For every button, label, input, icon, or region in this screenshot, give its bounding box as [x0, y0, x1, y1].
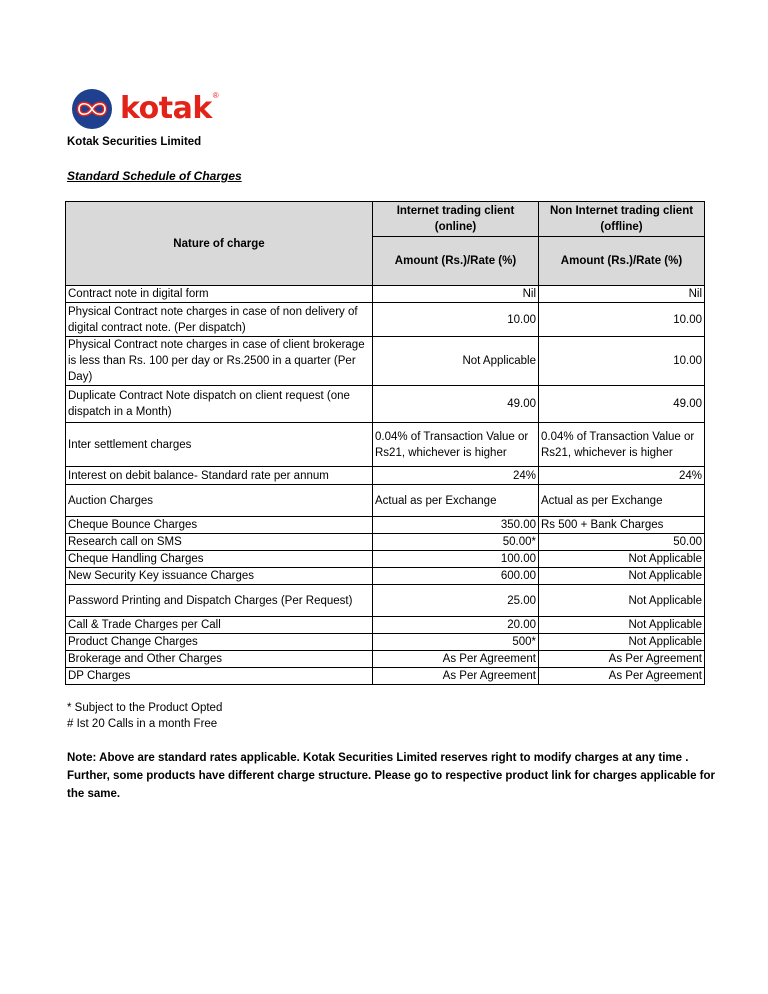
table-row — [66, 423, 705, 467]
footnote-hash: # Ist 20 Calls in a month Free — [67, 718, 218, 730]
offline-cell: Not Applicable — [539, 585, 705, 617]
nature-cell: Call & Trade Charges per Call — [66, 617, 373, 634]
online-cell: Nil — [373, 286, 539, 303]
kotak-infinity-icon — [68, 88, 116, 130]
online-cell: 49.00 — [373, 386, 539, 423]
column-header-offline: Non Internet trading client (offline) — [539, 202, 705, 237]
offline-cell: Not Applicable — [539, 634, 705, 651]
table-row — [66, 517, 705, 534]
nature-cell: Cheque Handling Charges — [66, 551, 373, 568]
offline-cell: Not Applicable — [539, 617, 705, 634]
company-name: Kotak Securities Limited — [67, 136, 202, 148]
offline-cell: As Per Agreement — [539, 651, 705, 668]
nature-cell: Interest on debit balance- Standard rate per annum — [66, 467, 373, 485]
column-header-online: Internet trading client (online) — [373, 202, 539, 237]
subheader-offline: Amount (Rs.)/Rate (%) — [539, 237, 705, 286]
nature-cell: Duplicate Contract Note dispatch on client request (one dispatch in a Month) — [66, 386, 373, 423]
page-title: Standard Schedule of Charges — [67, 169, 242, 183]
footnote-asterisk: * Subject to the Product Opted — [67, 702, 223, 714]
nature-cell: Brokerage and Other Charges — [66, 651, 373, 668]
online-cell: As Per Agreement — [373, 651, 539, 668]
nature-cell: Inter settlement charges — [66, 423, 373, 467]
online-cell: 25.00 — [373, 585, 539, 617]
online-cell: 20.00 — [373, 617, 539, 634]
charges-table — [65, 201, 705, 685]
table-row — [66, 303, 705, 337]
offline-cell: 24% — [539, 467, 705, 485]
offline-cell: 49.00 — [539, 386, 705, 423]
offline-cell: 50.00 — [539, 534, 705, 551]
online-cell: 10.00 — [373, 303, 539, 337]
footnotes — [67, 700, 222, 732]
nature-cell: DP Charges — [66, 668, 373, 685]
offline-cell: 10.00 — [539, 337, 705, 386]
nature-cell: New Security Key issuance Charges — [66, 568, 373, 585]
registered-mark: ® — [212, 90, 219, 100]
table-row — [66, 337, 705, 386]
table-row — [66, 668, 705, 685]
offline-cell: As Per Agreement — [539, 668, 705, 685]
online-cell: 600.00 — [373, 568, 539, 585]
offline-cell: Actual as per Exchange — [539, 485, 705, 517]
table-row — [66, 617, 705, 634]
nature-cell: Physical Contract note charges in case of non delivery of digital contract note. (Per dispatch) — [66, 303, 373, 337]
table-row — [66, 386, 705, 423]
offline-cell: 0.04% of Transaction Value or Rs21, whichever is higher — [539, 423, 705, 467]
offline-cell: Rs 500 + Bank Charges — [539, 517, 705, 534]
table-row — [66, 651, 705, 668]
offline-cell: Not Applicable — [539, 551, 705, 568]
table-row — [66, 634, 705, 651]
online-cell: 350.00 — [373, 517, 539, 534]
table-row — [66, 585, 705, 617]
online-cell: 50.00* — [373, 534, 539, 551]
kotak-logo — [68, 88, 219, 130]
online-cell: Not Applicable — [373, 337, 539, 386]
online-cell: 100.00 — [373, 551, 539, 568]
nature-cell: Password Printing and Dispatch Charges (Per Request) — [66, 585, 373, 617]
offline-cell: 10.00 — [539, 303, 705, 337]
nature-cell: Cheque Bounce Charges — [66, 517, 373, 534]
subheader-online: Amount (Rs.)/Rate (%) — [373, 237, 539, 286]
online-cell: 500* — [373, 634, 539, 651]
online-cell: 0.04% of Transaction Value or Rs21, whichever is higher — [373, 423, 539, 467]
table-row — [66, 467, 705, 485]
table-row — [66, 534, 705, 551]
nature-cell: Contract note in digital form — [66, 286, 373, 303]
table-row — [66, 286, 705, 303]
offline-cell: Not Applicable — [539, 568, 705, 585]
online-cell: As Per Agreement — [373, 668, 539, 685]
nature-cell: Physical Contract note charges in case of client brokerage is less than Rs. 100 per day or Rs.2500 in a quarter (Per Day) — [66, 337, 373, 386]
nature-cell: Research call on SMS — [66, 534, 373, 551]
brand-wordmark: kotak — [120, 91, 212, 126]
table-row — [66, 485, 705, 517]
table-row — [66, 568, 705, 585]
online-cell: 24% — [373, 467, 539, 485]
table-row — [66, 551, 705, 568]
offline-cell: Nil — [539, 286, 705, 303]
column-header-nature: Nature of charge — [66, 202, 373, 286]
nature-cell: Product Change Charges — [66, 634, 373, 651]
online-cell: Actual as per Exchange — [373, 485, 539, 517]
nature-cell: Auction Charges — [66, 485, 373, 517]
disclaimer-note: Note: Above are standard rates applicable. Kotak Securities Limited reserves right to modify charges at any time . Further, some products have different charge structure. Please go to respective product link for charges applicable for the same. — [67, 752, 716, 800]
